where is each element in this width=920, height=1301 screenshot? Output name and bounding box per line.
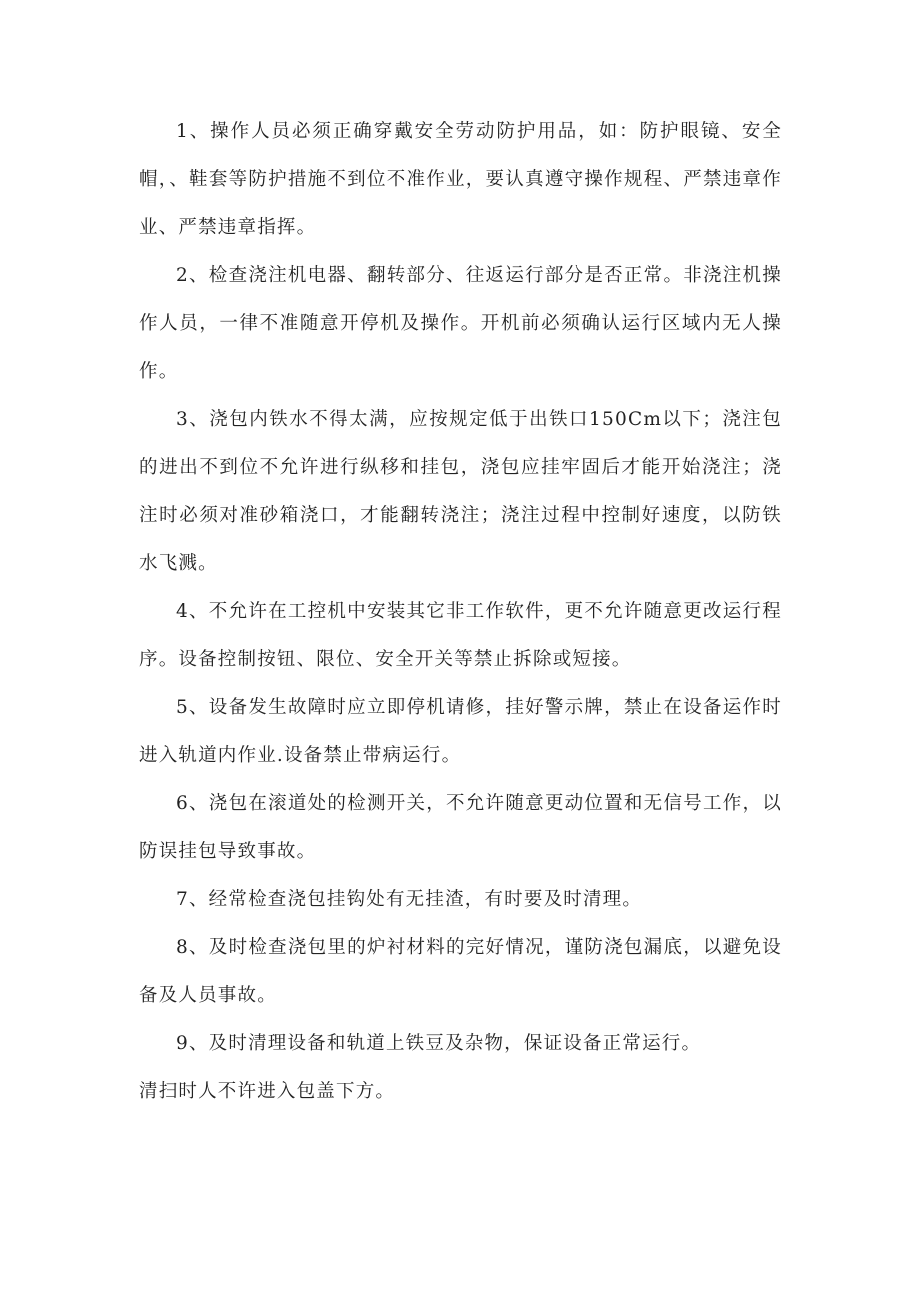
rule-paragraph-1: 1、操作人员必须正确穿戴安全劳动防护用品，如：防护眼镜、安全帽，、鞋套等防护措施不到位不准作业，要认真遵守操作规程、严禁违章作业、严禁违章指挥。 <box>139 121 782 238</box>
rule-paragraph-6: 6、浇包在滚道处的检测开关，不允许随意更动位置和无信号工作，以防误挂包导致事故。 <box>139 793 782 862</box>
rule-paragraph-7: 7、经常检查浇包挂钩处有无挂渣，有时要及时清理。 <box>176 889 643 910</box>
closing-line: 清扫时人不许进入包盖下方。 <box>139 1081 396 1102</box>
rule-paragraph-9: 9、及时清理设备和轨道上铁豆及杂物，保证设备正常运行。 <box>176 1033 702 1054</box>
rule-paragraph-5: 5、设备发生故障时应立即停机请修，挂好警示牌，禁止在设备运作时进入轨道内作业.设备禁止带病运行。 <box>139 697 782 766</box>
rule-paragraph-4: 4、不允许在工控机中安装其它非工作软件，更不允许随意更改运行程序。设备控制按钮、限位、安全开关等禁止拆除或短接。 <box>139 601 782 670</box>
document-body <box>139 108 782 1116</box>
rule-paragraph-8: 8、及时检查浇包里的炉衬材料的完好情况，谨防浇包漏底，以避免设备及人员事故。 <box>139 937 782 1006</box>
rule-paragraph-2: 2、检查浇注机电器、翻转部分、往返运行部分是否正常。非浇注机操作人员，一律不准随意开停机及操作。开机前必须确认运行区域内无人操作。 <box>139 265 782 382</box>
rule-paragraph-3: 3、浇包内铁水不得太满，应按规定低于出铁口150Cm以下；浇注包的进出不到位不允许进行纵移和挂包，浇包应挂牢固后才能开始浇注；浇注时必须对准砂箱浇口，才能翻转浇注；浇注过程中控制好速度，以防铁水飞溅。 <box>139 409 782 574</box>
